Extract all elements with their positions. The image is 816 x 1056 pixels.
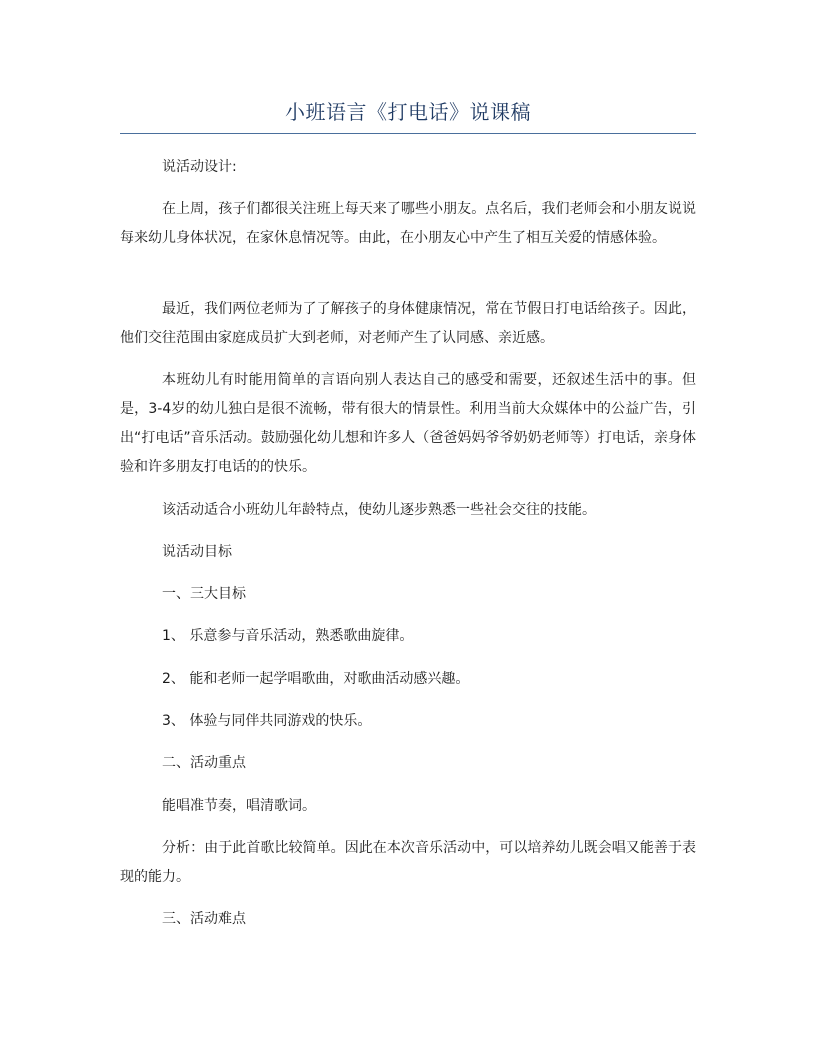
paragraph-key-points-heading: 二、活动重点 — [162, 755, 246, 771]
paragraph-class-children: 本班幼儿有时能用简单的言语向别人表达自己的感受和需要，还叙述生活中的事。但是，3-4岁的幼儿独白是很不流畅，带有很大的情景性。利用当前大众媒体中的公益广告，引出“打电话”音乐活动。鼓励强化幼儿想和许多人（爸爸妈妈爷爷奶奶老师等）打电话，亲身体验和许多朋友打电话的的快乐。 — [120, 372, 696, 475]
paragraph-goal-1: 1、 乐意参与音乐活动，熟悉歌曲旋律。 — [162, 628, 414, 644]
document-title: 小班语言《打电话》说课稿 — [285, 100, 531, 124]
paragraph-suitable: 该活动适合小班幼儿年龄特点，使幼儿逐步熟悉一些社会交往的技能。 — [162, 502, 596, 518]
paragraph-activity-design-heading: 说活动设计: — [162, 159, 237, 175]
paragraph-goal-2: 2、 能和老师一起学唱歌曲，对歌曲活动感兴趣。 — [162, 671, 470, 687]
paragraph-three-goals-heading: 一、三大目标 — [162, 586, 246, 602]
paragraph-last-week: 在上周，孩子们都很关注班上每天来了哪些小朋友。点名后，我们老师会和小朋友说说每来幼儿身体状况，在家休息情况等。由此，在小朋友心中产生了相互关爱的情感体验。 — [120, 201, 696, 246]
paragraph-key-point: 能唱准节奏，唱清歌词。 — [162, 798, 316, 814]
title-divider — [120, 133, 696, 134]
paragraph-analysis: 分析：由于此首歌比较简单。因此在本次音乐活动中，可以培养幼儿既会唱又能善于表现的能力。 — [120, 840, 696, 885]
paragraph-activity-goals-heading: 说活动目标 — [162, 544, 232, 560]
paragraph-recently: 最近，我们两位老师为了了解孩子的身体健康情况，常在节假日打电话给孩子。因此，他们交往范围由家庭成员扩大到老师，对老师产生了认同感、亲近感。 — [120, 301, 696, 346]
paragraph-difficulties-heading: 三、活动难点 — [162, 911, 246, 927]
paragraph-goal-3: 3、 体验与同伴共同游戏的快乐。 — [162, 713, 372, 729]
